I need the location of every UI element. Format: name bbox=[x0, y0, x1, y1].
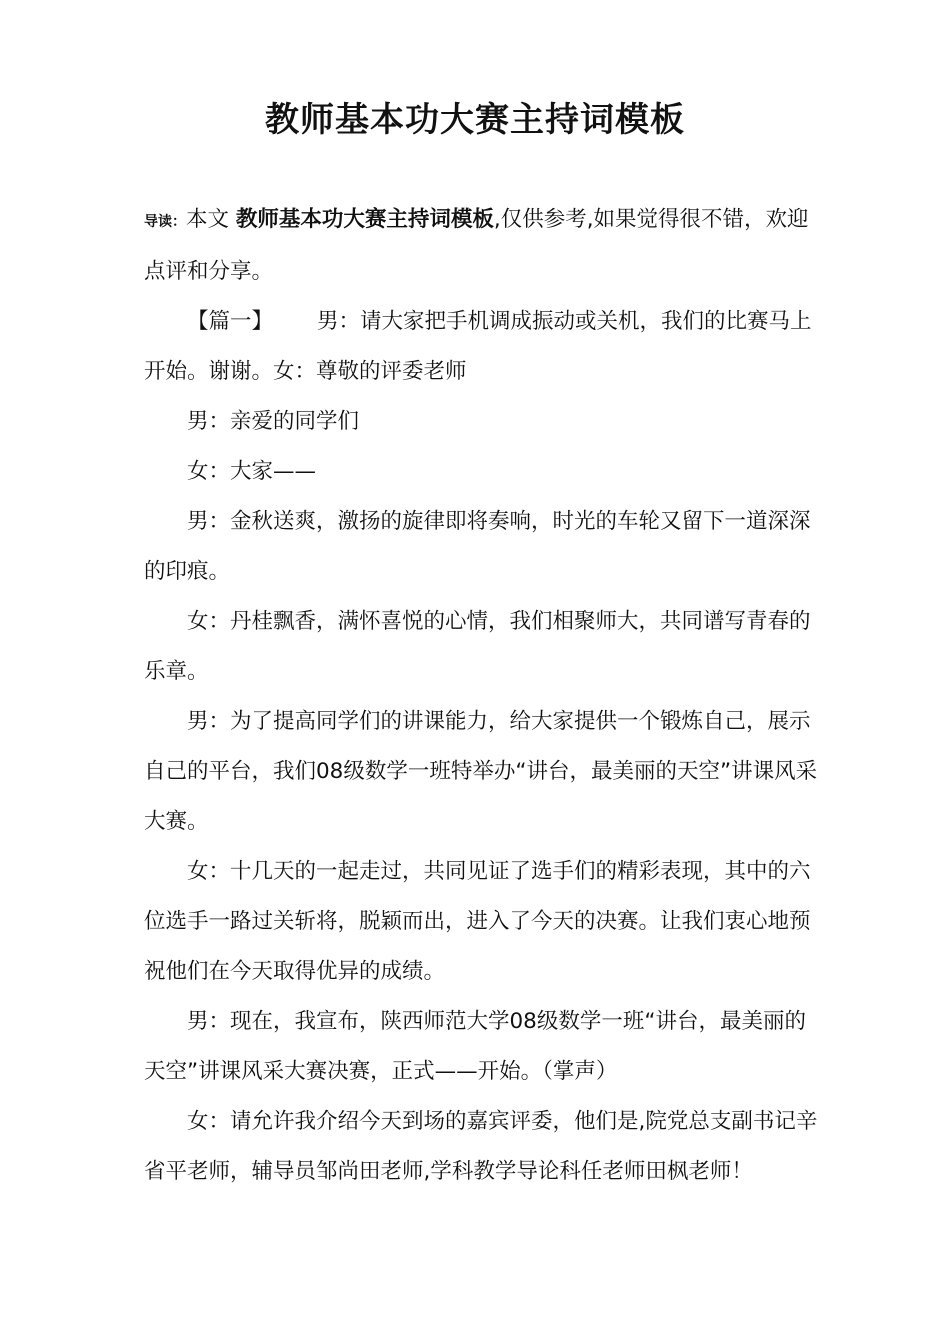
section-tag: 【篇一】 bbox=[187, 309, 274, 334]
dialogue-paragraph: 男：金秋送爽，激扬的旋律即将奏响，时光的车轮又留下一道深深的印痕。 bbox=[144, 509, 811, 584]
dialogue-paragraph: 男：亲爱的同学们 bbox=[187, 409, 360, 434]
intro-label: 导读： bbox=[144, 214, 186, 230]
intro-doc-title: 教师基本功大赛主持词模板 bbox=[235, 207, 494, 232]
dialogue-paragraph: 女：十几天的一起走过，共同见证了选手们的精彩表现，其中的六位选手一路过关斩将，脱颖而出，进入了今天的决赛。让我们衷心地预祝他们在今天取得优异的成绩。 bbox=[144, 859, 811, 984]
document-body bbox=[144, 195, 820, 1197]
dialogue-paragraph: 女：丹桂飘香，满怀喜悦的心情，我们相聚师大，共同谱写青春的乐章。 bbox=[144, 609, 811, 684]
dialogue-paragraph: 男：现在，我宣布，陕西师范大学08级数学一班“讲台，最美丽的天空”讲课风采大赛决赛，正式——开始。（掌声） bbox=[144, 1009, 806, 1084]
section-first-line: 男：请大家把手机调成振动或关机，我们的比赛马上开始。谢谢。女：尊敬的评委老师 bbox=[144, 309, 812, 384]
section-paragraph bbox=[144, 297, 820, 397]
dialogue-paragraph: 女：大家—— bbox=[187, 459, 317, 484]
dialogue-paragraph: 男：为了提高同学们的讲课能力，给大家提供一个锻炼自己，展示自己的平台，我们08级数学一班特举办“讲台，最美丽的天空”讲课风采大赛。 bbox=[144, 709, 818, 834]
intro-prefix: 本文 bbox=[186, 207, 230, 232]
intro-paragraph bbox=[144, 195, 820, 297]
document-title: 教师基本功大赛主持词模板 bbox=[265, 100, 685, 140]
dialogue-paragraph: 女：请允许我介绍今天到场的嘉宾评委，他们是,院党总支副书记辛省平老师，辅导员邹尚田老师,学科教学导论科任老师田枫老师！ bbox=[144, 1109, 818, 1184]
intro-suffix: ,仅供参考,如果觉得很不错，欢迎点评和分享。 bbox=[144, 207, 809, 284]
